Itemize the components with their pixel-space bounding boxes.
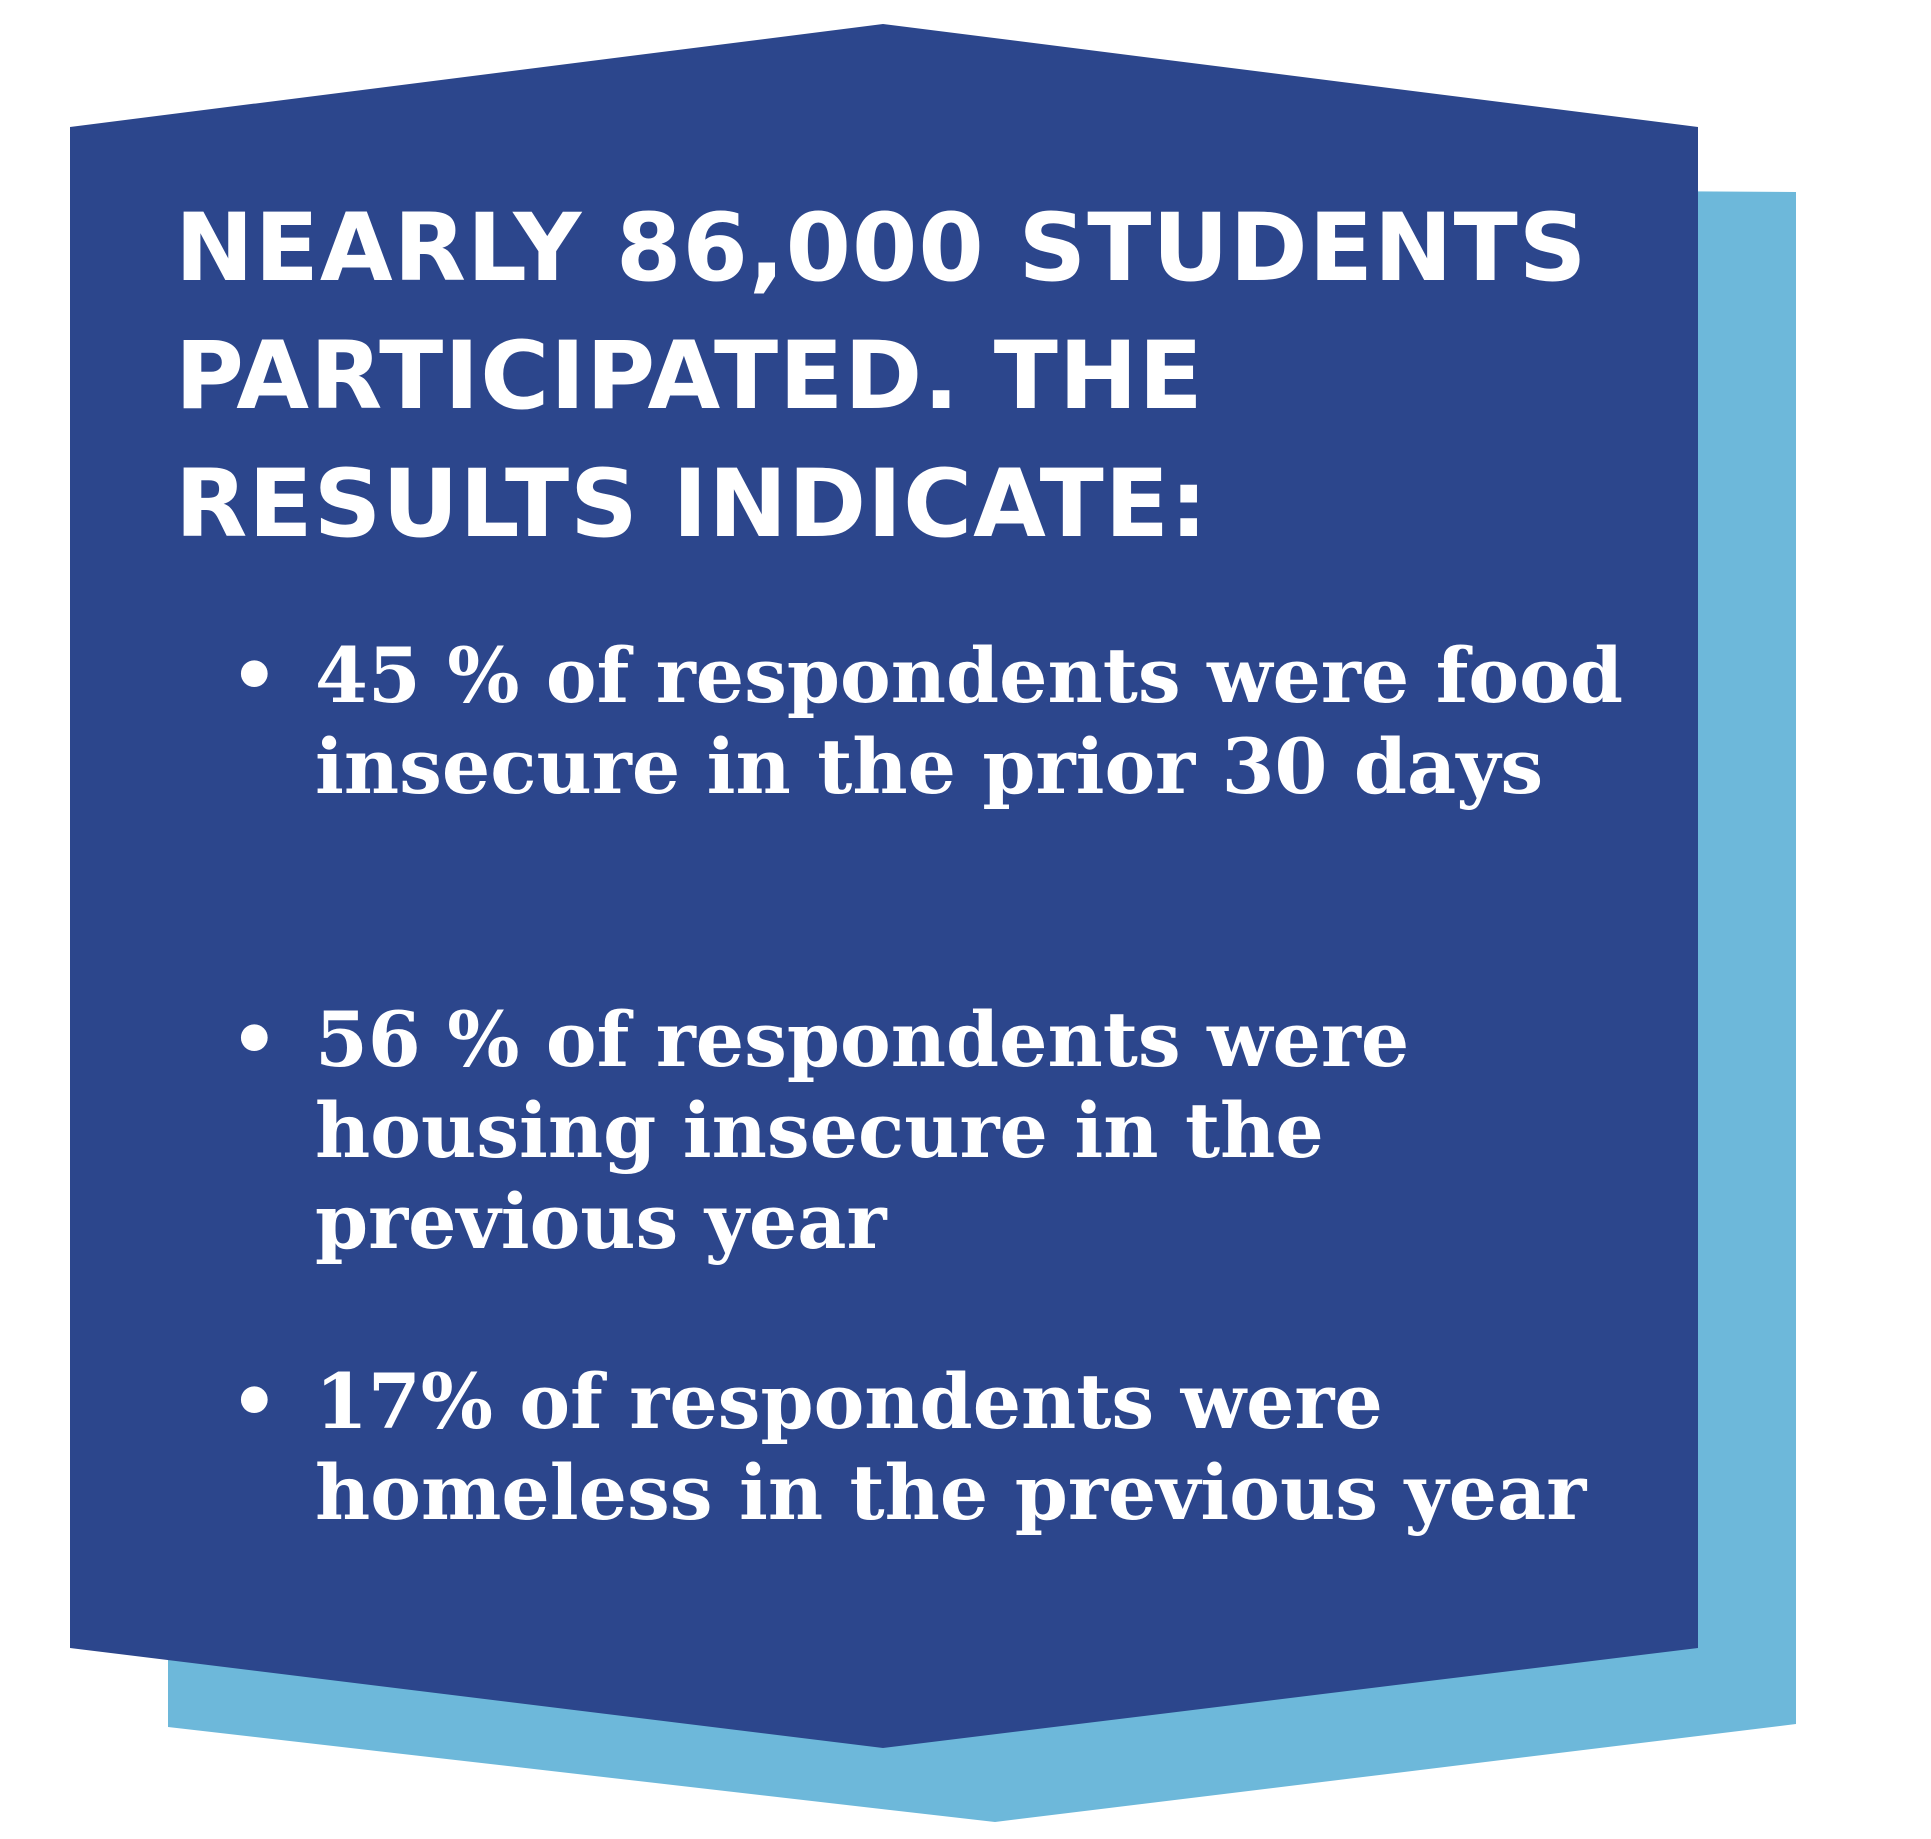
finding-item: [230, 994, 1625, 1267]
bullet-icon: •: [230, 995, 279, 1084]
headline: NEARLY 86,000 STUDENTS PARTICIPATED. THE RESULTS INDICATE:: [175, 194, 1588, 559]
bullet-icon: •: [230, 1357, 279, 1446]
finding-item: [230, 1356, 1625, 1538]
bullet-icon: •: [230, 631, 279, 720]
finding-text: 45 % of respondents were food insecure in the prior 30 days: [315, 631, 1623, 811]
finding-item: [230, 630, 1625, 812]
finding-text: 17% of respondents were homeless in the previous year: [315, 1357, 1587, 1537]
finding-text: 56 % of respondents were housing insecure in the previous year: [315, 995, 1410, 1266]
